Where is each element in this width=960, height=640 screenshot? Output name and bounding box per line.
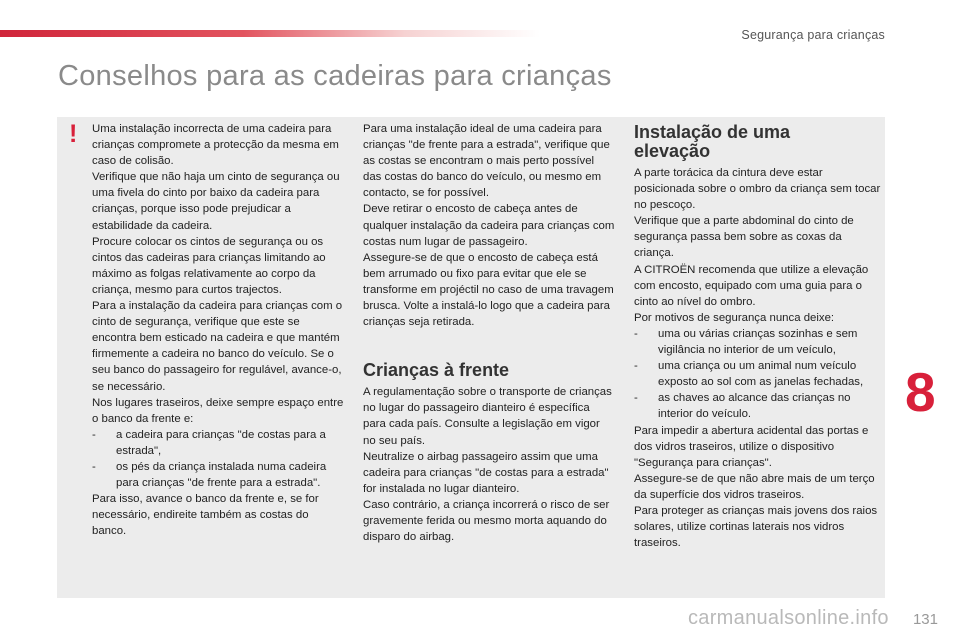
paragraph: Assegure-se de que o encosto de cabeça está bem arrumado ou fixo para evitar que ele se transforme em projéctil no caso de uma travagem brusca. Volte a instalá-lo logo que a cadeira para crianças seja retirada. [363,251,614,329]
paragraph: Nos lugares traseiros, deixe sempre espaço entre o banco da frente e: [92,396,344,425]
list-item: - a cadeira para crianças "de costas para a estrada", [92,427,344,459]
warning-column [92,121,344,539]
section-heading-front-seat: Crianças à frente [363,360,510,381]
watermark: carmanualsonline.info [688,607,889,629]
list-item: - os pés da criança instalada numa cadeira para crianças "de frente para a estrada". [92,459,344,491]
section-heading-booster: Instalação de uma elevação [634,122,791,161]
paragraph: Verifique que não haja um cinto de segurança ou uma fivela do cinto por baixo da cadeira para crianças, porque isso pode prejudicar a estabilidade da cadeira. [92,171,340,232]
paragraph: Procure colocar os cintos de segurança ou os cintos das cadeiras para crianças limitando ao máximo as folgas relativamente ao corpo da criança, mesmo para curtos trajectos. [92,235,326,296]
list-item: - as chaves ao alcance das crianças no interior do veículo. [634,390,882,422]
paragraph: Para impedir a abertura acidental das portas e dos vidros traseiros, utilize o dispositivo "Segurança para crianças". [634,424,869,469]
middle-column [363,121,615,545]
page-number: 131 [912,611,938,628]
right-column [634,123,882,551]
paragraph: Para isso, avance o banco da frente e, se for necessário, endireite também as costas do banco. [92,493,319,538]
section-title: Segurança para crianças [741,28,885,42]
paragraph: Assegure-se de que não abre mais de um terço da superfície dos vidros traseiros. [634,472,875,501]
paragraph: A parte torácica da cintura deve estar posicionada sobre o ombro da criança sem tocar no pescoço. [634,167,881,212]
list-item: - uma ou várias crianças sozinhas e sem vigilância no interior de um veículo, [634,326,882,358]
paragraph: Para uma instalação ideal de uma cadeira para crianças "de frente para a estrada", verifique que as costas se encontram o mais perto possível das costas do banco do veículo, ou mesmo em contacto, se for possível. [363,123,610,200]
paragraph: Verifique que a parte abdominal do cinto de segurança passa bem sobre as coxas da criança. [634,215,854,260]
page-title: Conselhos para as cadeiras para crianças [58,60,612,92]
paragraph: Deve retirar o encosto de cabeça antes de qualquer instalação da cadeira para crianças com costas num lugar de passageiro. [363,203,615,248]
paragraph: A regulamentação sobre o transporte de crianças no lugar do passageiro dianteiro é específica para cada país. Consulte a legislação em vigor no seu país. [363,386,612,447]
header-accent-bar [0,30,540,37]
chapter-number: 8 [905,361,936,423]
paragraph: Por motivos de segurança nunca deixe: [634,311,835,324]
paragraph: Neutralize o airbag passageiro assim que uma cadeira para crianças "de costas para a estrada" for instalada no lugar dianteiro. [363,450,609,495]
paragraph: A CITROËN recomenda que utilize a elevação com encosto, equipado com uma guia para o cinto ao nível do ombro. [634,263,869,308]
paragraph: Para a instalação da cadeira para crianças com o cinto de segurança, verifique que este se encontra bem esticado na cadeira e que mantém firmemente a cadeira no banco do veículo. Se o seu banco do passageiro for regulável, avance-o, se necessário. [92,300,343,393]
paragraph: Para proteger as crianças mais jovens dos raios solares, utilize cortinas laterais nos vidros traseiros. [634,504,878,550]
exclamation-icon: ! [69,120,78,148]
paragraph: Caso contrário, a criança incorrerá o risco de ser gravemente ferida ou mesmo morta aquando do disparo do airbag. [363,498,610,544]
paragraph: Uma instalação incorrecta de uma cadeira para crianças compromete a protecção da mesma em caso de colisão. [92,123,339,168]
list-item: - uma criança ou um animal num veículo exposto ao sol com as janelas fechadas, [634,358,882,390]
